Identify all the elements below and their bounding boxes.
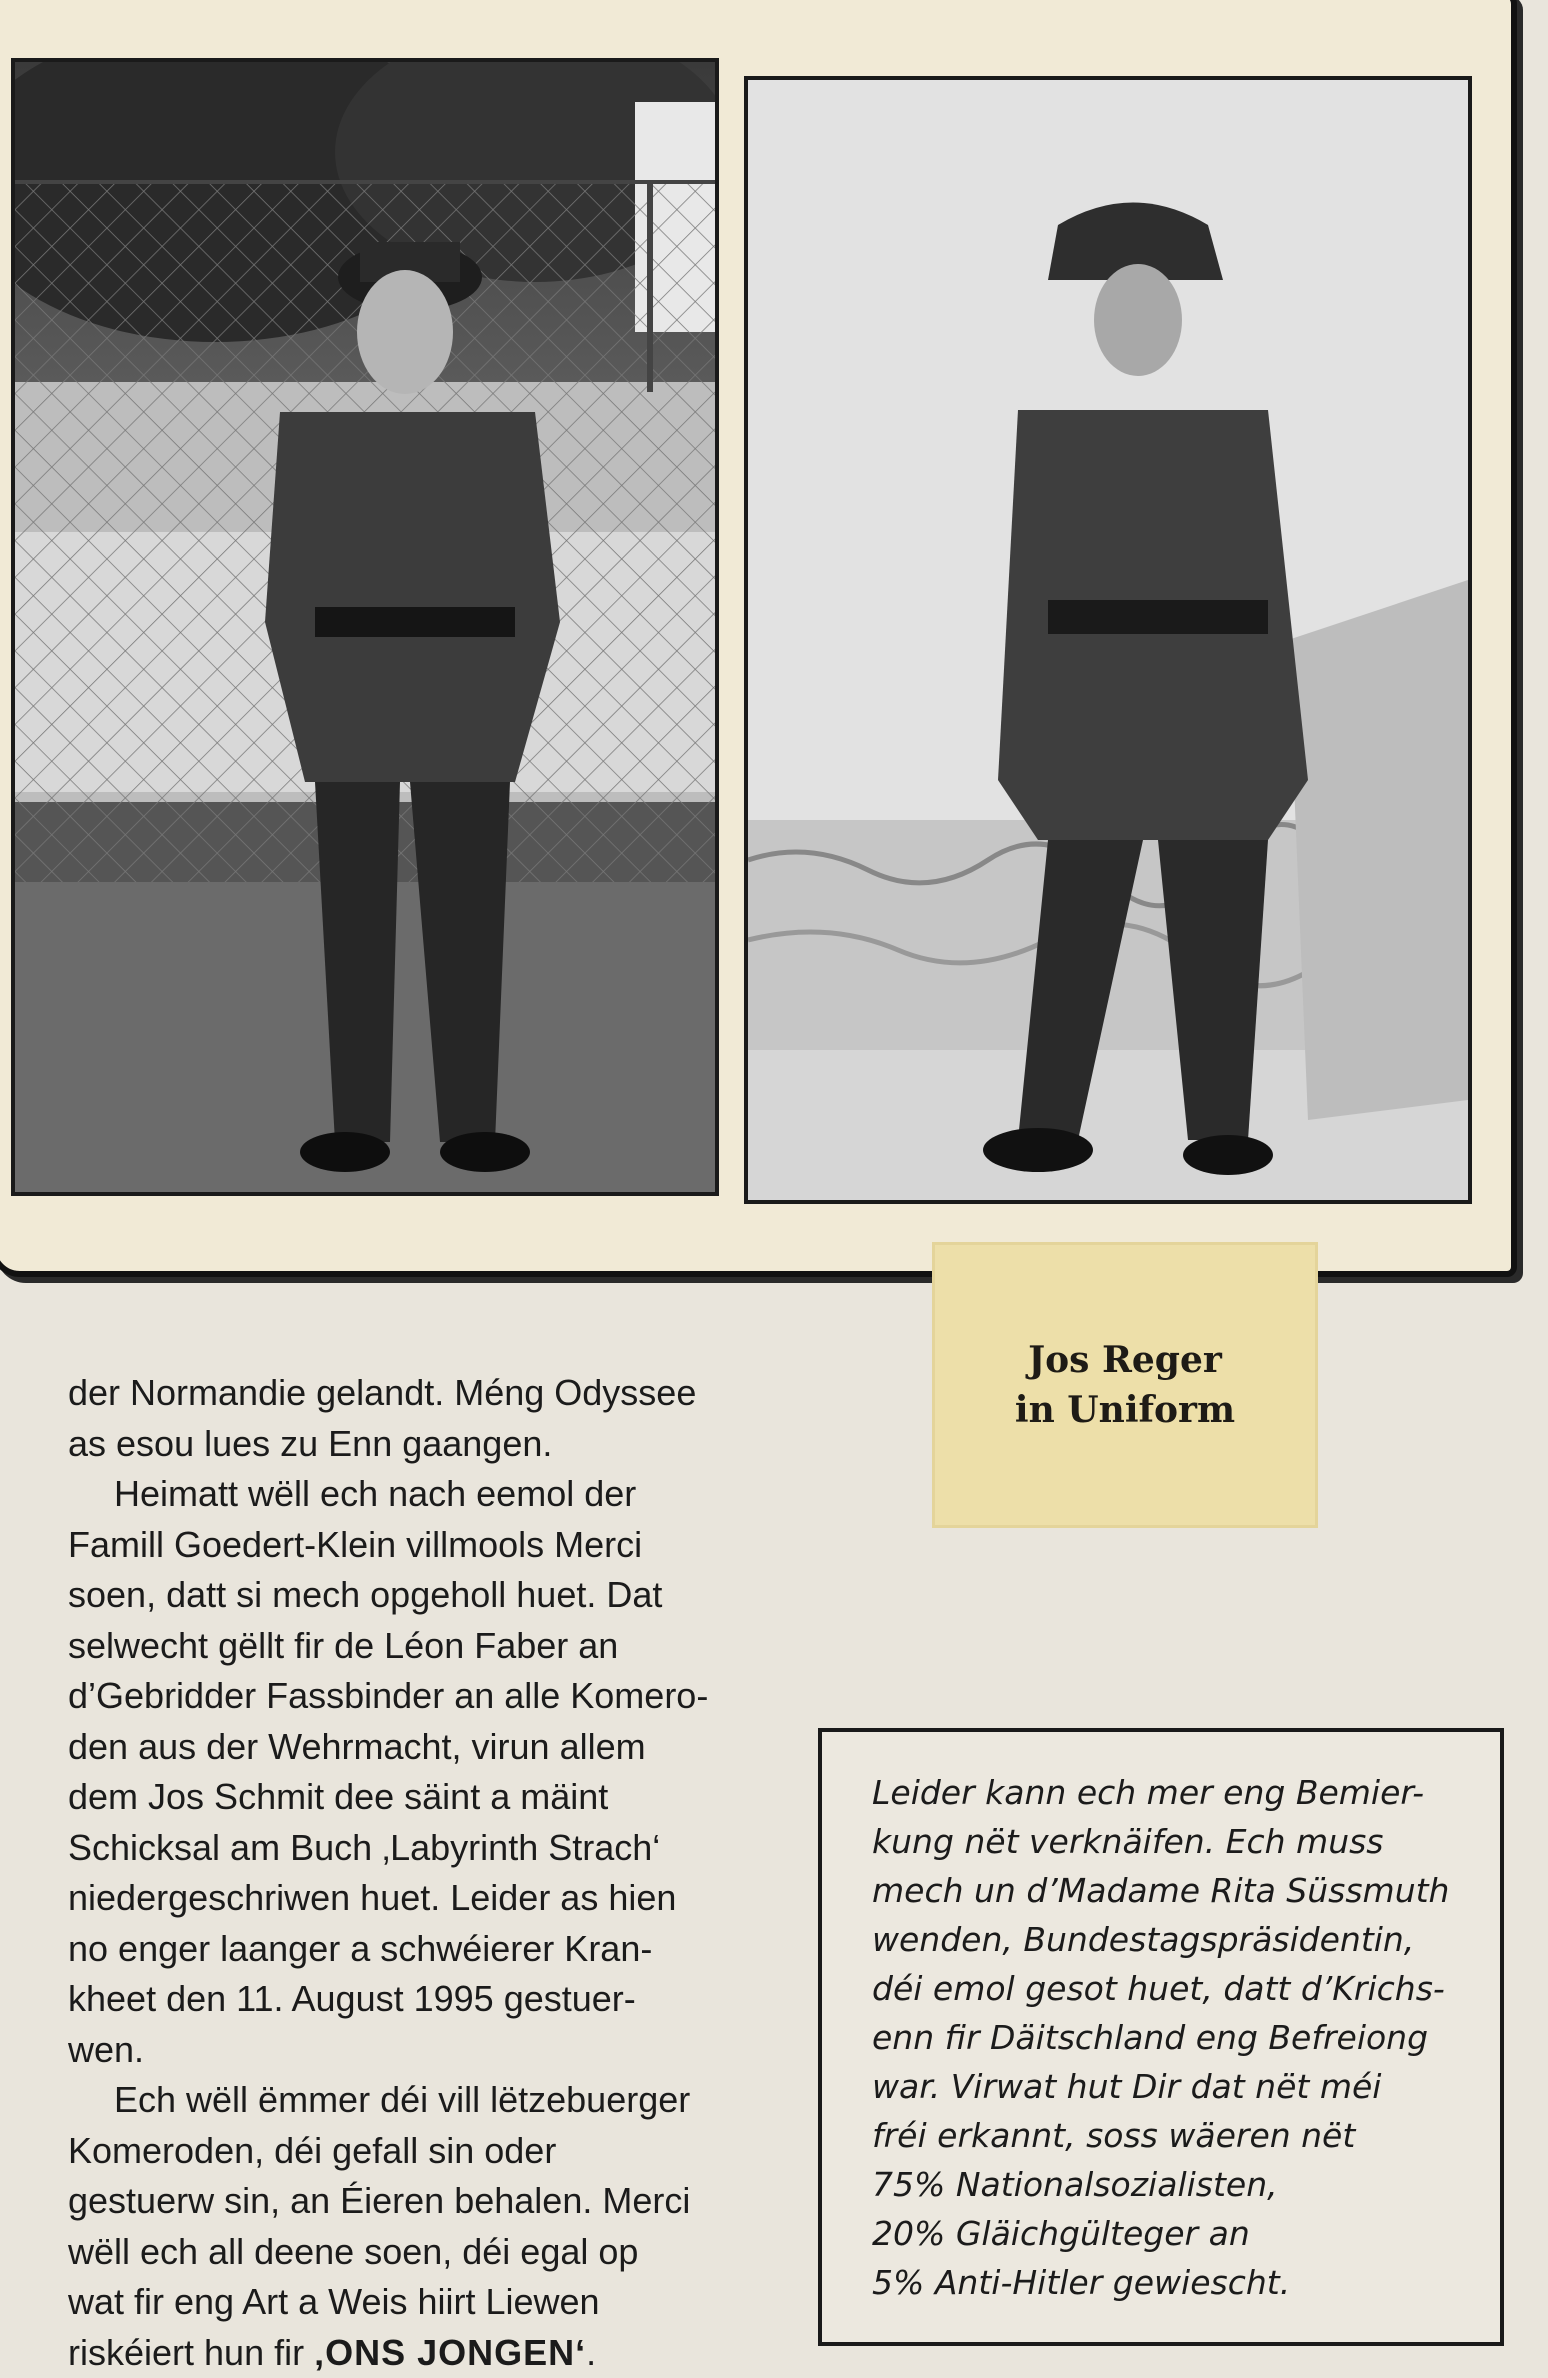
- caption-line-2: in Uniform: [1014, 1389, 1236, 1431]
- paragraph-1: der Normandie gelandt. Méng Odyssee as esou lues zu Enn gaangen.: [68, 1372, 697, 1464]
- caption-line-1: Jos Reger: [1028, 1339, 1222, 1381]
- paragraph-2: Heimatt wëll ech nach eemol der Famill Goedert-Klein villmools Merci soen, datt si mech opgeholl huet. Dat selwecht gëllt fir de Léon Faber an d’Gebridder Fassbinder an alle Komero- den aus der Wehrmacht, virun allem dem Jos Schmit dee säint a mäint Schicksal am Buch ‚Labyrinth Strach‘ niedergeschriwen huet. Leider as hien no enger laanger a schwéierer Kran- kheet den 11. August 1995 gestuer- wen.: [68, 1473, 709, 2070]
- ons-jongen-emphasis: ‚ONS JONGEN‘: [314, 2331, 587, 2373]
- soldier-dress-uniform-photo: [11, 58, 719, 1196]
- commentary-box: [818, 1728, 1504, 2346]
- article-body: [68, 1368, 768, 2378]
- commentary-text: Leider kann ech mer eng Bemier- kung nët verknäifen. Ech muss mech un d’Madame Rita Süssmuth wenden, Bundestagspräsidentin, déi emol gesot huet, datt d’Krichs- enn fir Däitschland eng Befreiong war. Virwat hut Dir dat nët méi fréi erkannt, soss wäeren nët 75% Nationalsozialisten, 20% Gläichgülteger an 5% Anti-Hitler gewiescht.: [872, 1773, 1450, 2302]
- photo-caption: [935, 1245, 1315, 1525]
- paragraph-3-text: Ech wëll ëmmer déi vill lëtzebuerger Komeroden, déi gefall sin oder gestuerw sin, an Éieren behalen. Merci wëll ech all deene soen, déi egal op wat fir eng Art a Weis hiirt Liewen riskéiert hun fir: [68, 2079, 691, 2373]
- paragraph-3-end: .: [586, 2331, 597, 2373]
- soldier-helmet-photo: [744, 76, 1472, 1204]
- paragraph-3: [68, 2075, 768, 2378]
